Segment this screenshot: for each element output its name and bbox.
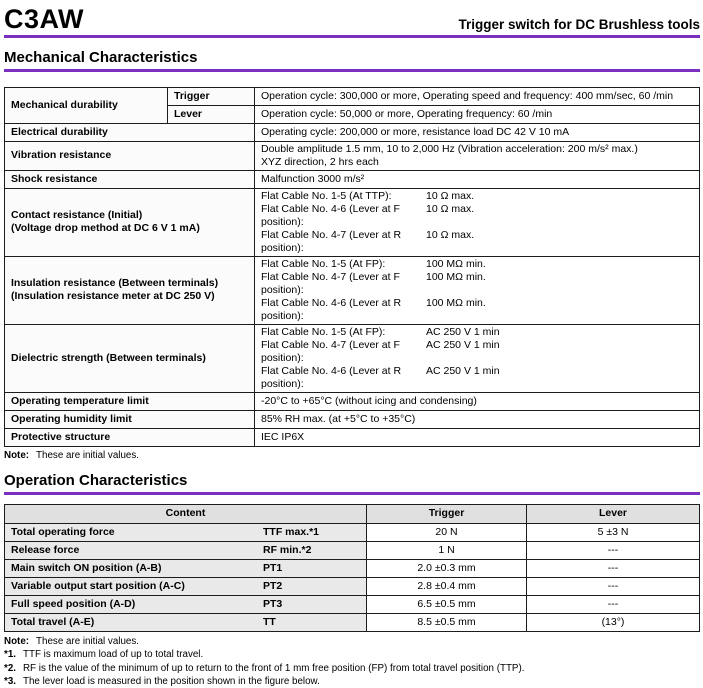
mechanical-note [4,450,700,462]
table-row [5,188,700,256]
section-title-operation: Operation Characteristics [4,472,188,489]
page-header [4,3,700,33]
note-line [4,636,700,648]
table-row [5,170,700,188]
label-line: (Insulation resistance meter at DC 250 V) [11,290,215,302]
note-text: TTF is maximum load of up to total travel. [22,649,204,660]
note-prefix: Note: [4,449,30,461]
measurement-line [261,203,693,229]
note-line [4,663,700,675]
row-value: Operation cycle: 50,000 or more, Operating frequency: 60 /min [255,105,700,123]
row-label: Full speed position (A-D) [11,597,136,610]
table-row [5,141,700,170]
measurement-desc: Flat Cable No. 4-7 (Lever at R position): [261,228,402,254]
value-line: XYZ direction, 2 hrs each [261,155,379,168]
row-label [5,188,255,256]
row-label: Dielectric strength (Between terminals) [5,324,255,392]
row-value [255,256,700,324]
note-prefix: Note: [4,635,30,647]
measurement-line [261,339,693,365]
measurement-value: AC 250 V 1 min [426,338,500,351]
measurement-desc: Flat Cable No. 4-7 (Lever at F position): [261,338,400,364]
label-line: Insulation resistance (Between terminals) [11,277,219,289]
lever-value: --- [527,541,700,559]
column-header-trigger: Trigger [367,504,527,523]
note-prefix: *3. [4,676,16,687]
note-text: The lever load is measured in the position shown in the figure below. [22,676,320,687]
note-prefix: *1. [4,649,16,660]
row-value [255,324,700,392]
table-row [5,392,700,410]
table-row [5,577,700,595]
trigger-value: 20 N [367,523,527,541]
measurement-line [261,297,693,323]
measurement-value: 100 MΩ min. [426,257,486,270]
row-label: Main switch ON position (A-B) [11,561,162,574]
section-title-mechanical: Mechanical Characteristics [4,49,198,66]
table-row [5,87,700,105]
row-label: Mechanical durability [5,87,168,123]
row-label: Operating humidity limit [5,410,255,428]
trigger-value: 2.0 ±0.3 mm [367,559,527,577]
row-code: TTF max.*1 [263,525,320,538]
measurement-value: AC 250 V 1 min [426,364,500,377]
row-content [5,523,367,541]
trigger-value: 8.5 ±0.5 mm [367,613,527,631]
measurement-desc: Flat Cable No. 1-5 (At TTP): [261,189,392,202]
row-value: Operating cycle: 200,000 or more, resistance load DC 42 V 10 mA [255,123,700,141]
note-text: These are initial values. [36,449,139,461]
row-label: Variable output start position (A-C) [11,579,185,592]
measurement-value: 100 MΩ min. [426,270,486,283]
measurement-value: AC 250 V 1 min [426,325,500,338]
note-line [4,676,700,688]
operation-characteristics-table [4,504,700,632]
row-code: PT3 [263,597,283,610]
trigger-value: 6.5 ±0.5 mm [367,595,527,613]
measurement-line [261,258,693,271]
measurement-desc: Flat Cable No. 1-5 (At FP): [261,325,386,338]
row-value [255,141,700,170]
measurement-value: 10 Ω max. [426,189,475,202]
row-label: Protective structure [5,428,255,446]
lever-value: --- [527,577,700,595]
row-label: Total travel (A-E) [11,615,95,628]
row-content [5,613,367,631]
measurement-desc: Flat Cable No. 4-6 (Lever at R position): [261,296,402,322]
measurement-line [261,365,693,391]
header-divider [4,35,700,38]
measurement-line [261,326,693,339]
row-code: PT2 [263,579,283,592]
column-header-content: Content [5,504,367,523]
lever-value: --- [527,595,700,613]
value-line: Double amplitude 1.5 mm, 10 to 2,000 Hz (Vibration acceleration: 200 m/s² max.) [261,142,638,155]
mechanical-characteristics-table [4,87,700,447]
table-row [5,256,700,324]
row-label [5,256,255,324]
table-row [5,428,700,446]
trigger-value: 1 N [367,541,527,559]
measurement-line [261,190,693,203]
operation-notes [4,636,700,688]
row-content [5,559,367,577]
measurement-desc: Flat Cable No. 4-6 (Lever at F position): [261,202,400,228]
row-label: Electrical durability [5,123,255,141]
row-value [255,188,700,256]
note-line [4,649,700,661]
row-value: 85% RH max. (at +5°C to +35°C) [255,410,700,428]
row-label: Total operating force [11,525,115,538]
product-code: C3AW [4,4,85,34]
row-value: -20°C to +65°C (without icing and condensing) [255,392,700,410]
measurement-line [261,229,693,255]
label-line: (Voltage drop method at DC 6 V 1 mA) [11,222,200,234]
operation-divider [4,492,700,495]
row-label: Operating temperature limit [5,392,255,410]
row-label: Shock resistance [5,170,255,188]
row-sublabel: Lever [168,105,255,123]
measurement-desc: Flat Cable No. 4-6 (Lever at R position): [261,364,402,390]
table-row [5,410,700,428]
row-label: Release force [11,543,80,556]
row-content [5,595,367,613]
measurement-value: 10 Ω max. [426,202,475,215]
page-subtitle: Trigger switch for DC Brushless tools [458,17,700,32]
row-value: Malfunction 3000 m/s² [255,170,700,188]
row-content [5,577,367,595]
row-content [5,541,367,559]
row-code: PT1 [263,561,283,574]
measurement-value: 10 Ω max. [426,228,475,241]
measurement-desc: Flat Cable No. 1-5 (At FP): [261,257,386,270]
table-row [5,559,700,577]
trigger-value: 2.8 ±0.4 mm [367,577,527,595]
table-row [5,613,700,631]
note-prefix: *2. [4,662,16,674]
row-value: Operation cycle: 300,000 or more, Operating speed and frequency: 400 mm/sec, 60 /min [255,87,700,105]
measurement-desc: Flat Cable No. 4-7 (Lever at F position): [261,270,400,296]
mechanical-divider [4,69,700,72]
column-header-lever: Lever [527,504,700,523]
lever-value: 5 ±3 N [527,523,700,541]
table-row [5,324,700,392]
row-label: Vibration resistance [5,141,255,170]
table-row [5,123,700,141]
label-line: Contact resistance (Initial) [11,209,143,221]
table-header-row [5,504,700,523]
note-text: RF is the value of the minimum of up to return to the front of 1 mm free position (FP) from total travel position (TTP). [22,662,525,674]
measurement-line [261,271,693,297]
measurement-value: 100 MΩ min. [426,296,486,309]
row-value: IEC IP6X [255,428,700,446]
row-code: TT [263,615,276,628]
note-text: These are initial values. [36,635,139,647]
table-row [5,523,700,541]
lever-value: --- [527,559,700,577]
row-sublabel: Trigger [168,87,255,105]
table-row [5,541,700,559]
table-row [5,595,700,613]
row-code: RF min.*2 [263,543,312,556]
lever-value: (13°) [527,613,700,631]
